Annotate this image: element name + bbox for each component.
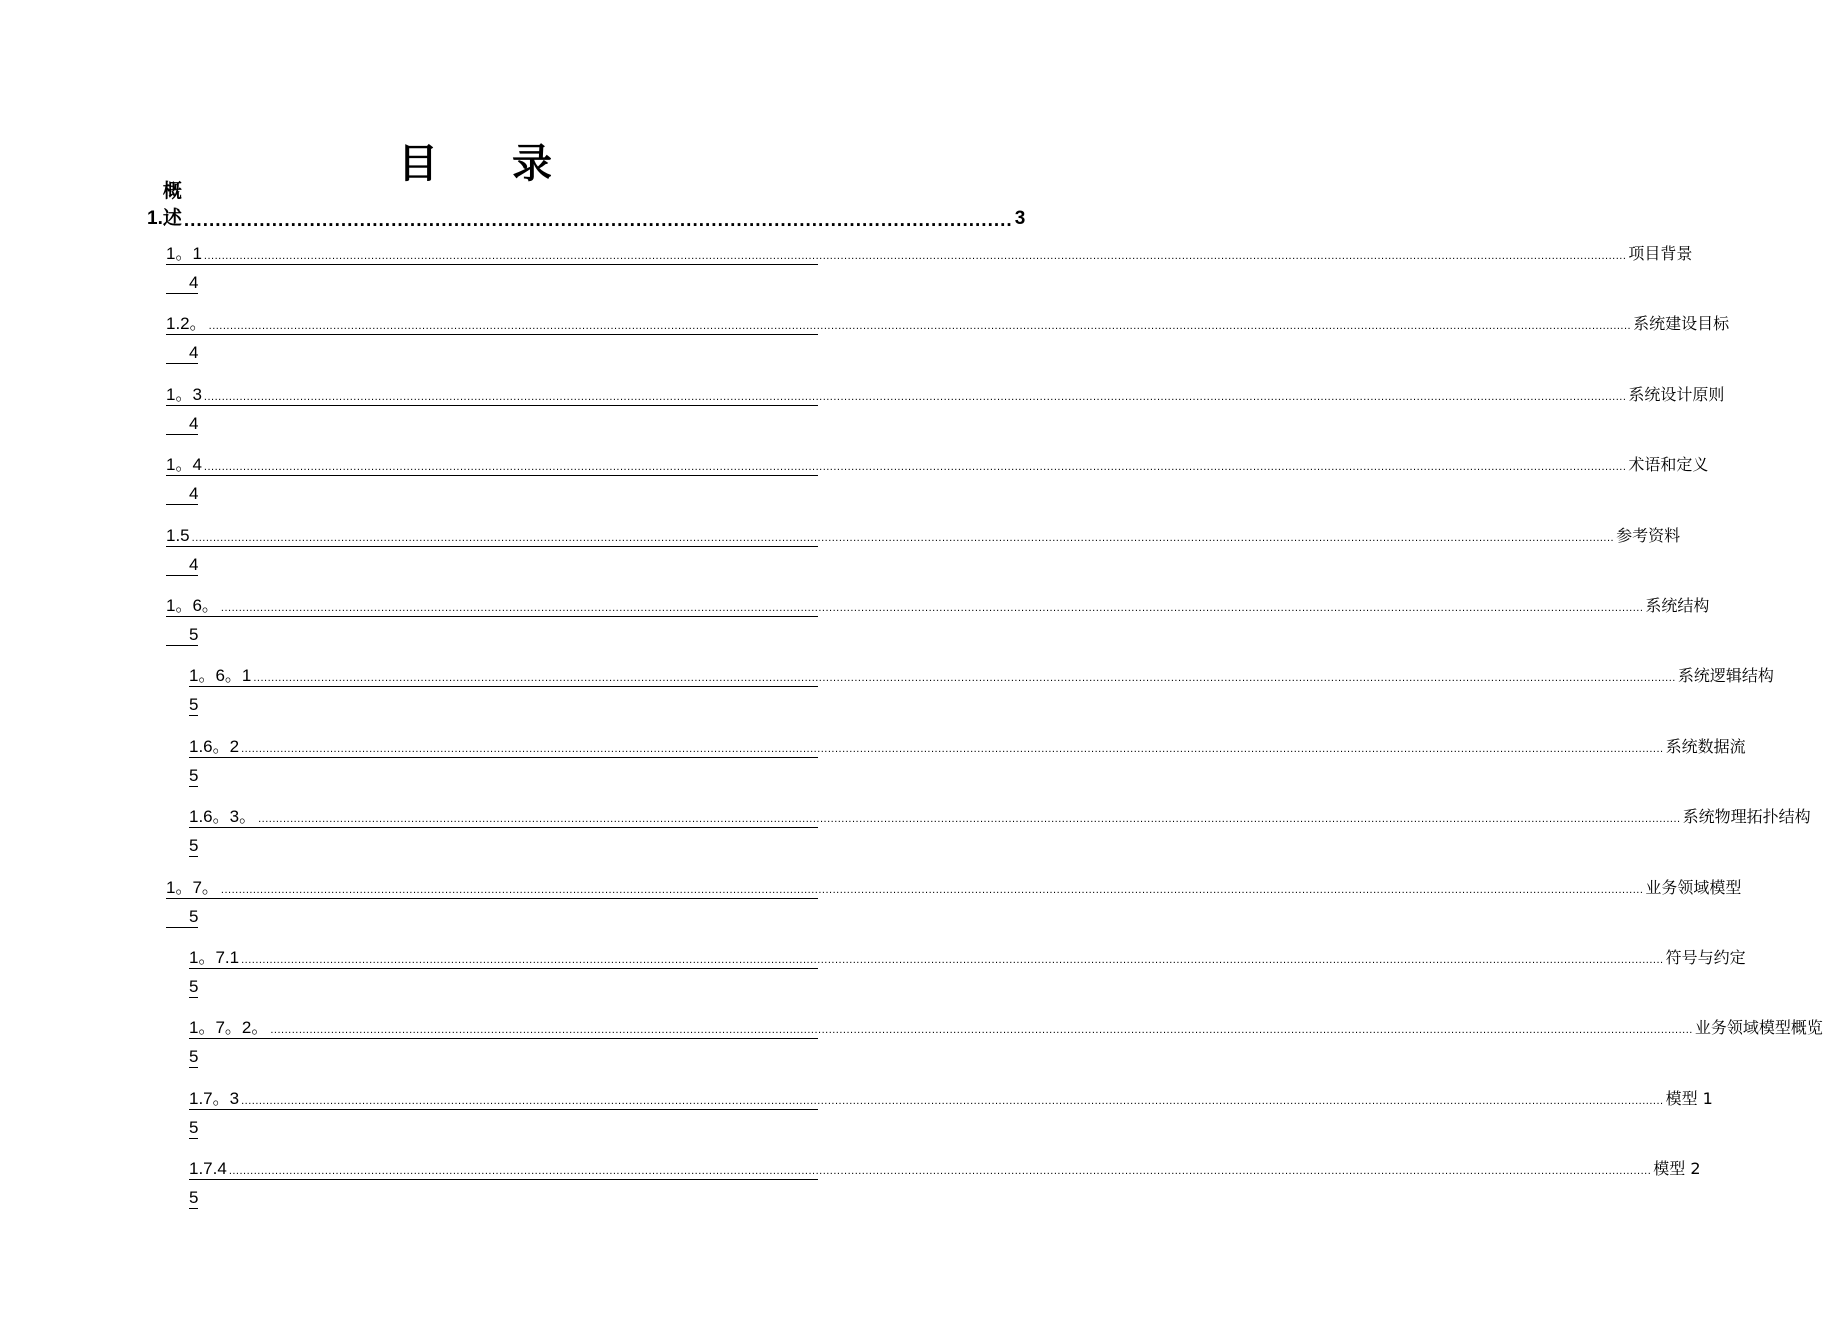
toc-entry-page: 5 xyxy=(166,625,198,646)
toc-entry-line xyxy=(189,1085,1713,1110)
toc-entry-line xyxy=(166,240,1693,265)
toc-entry[interactable] xyxy=(166,451,1709,507)
toc-entry-number: 1。1 xyxy=(166,244,202,263)
toc-entry-page: 5 xyxy=(189,1188,199,1208)
toc-entry-number: 1。6。 xyxy=(166,596,219,615)
toc-entry[interactable] xyxy=(166,310,1730,366)
toc-entry[interactable] xyxy=(189,944,1746,1000)
toc-dot-leader: ................................................................................................................................................................................................................................................................................................................................................................................................................ xyxy=(208,320,1632,333)
toc-entry-page: 4 xyxy=(166,484,198,505)
toc-entry-line xyxy=(166,874,1742,899)
toc-entry-number: 1。6。1 xyxy=(189,666,252,686)
toc-dot-leader: ................................................................................................................................................................................................................................................................................................................................................................................................................ xyxy=(228,1165,1652,1178)
toc-entry-line xyxy=(166,592,1710,617)
toc-entry-title: 系统设计原则 xyxy=(1628,384,1725,404)
toc-entry-page: 4 xyxy=(166,273,198,294)
toc-dot-leader: ................................................................................................................................................................................................................................................................................................................................................................................................................ xyxy=(220,602,1644,614)
toc-entry-page: 5 xyxy=(189,765,199,785)
toc-entry-page: 5 xyxy=(189,836,199,856)
toc-entry-line xyxy=(166,451,1709,476)
toc-entry-line xyxy=(166,310,1730,335)
toc-entry[interactable] xyxy=(189,1085,1713,1141)
toc-entry-line xyxy=(166,381,1725,406)
toc-entry-number: 1。7。 xyxy=(166,877,219,897)
toc-entry-line xyxy=(189,733,1746,758)
toc-entry[interactable] xyxy=(189,662,1774,718)
toc-dot-leader: ................................................................................................................................................................................................................................................................................................................................................................................................................ xyxy=(191,531,1615,544)
toc-entry-number: 1.6。3。 xyxy=(189,807,257,827)
toc-entry-title: 系统逻辑结构 xyxy=(1677,666,1774,686)
toc-entry-page: 5 xyxy=(189,695,199,715)
toc-entry[interactable] xyxy=(166,240,1693,296)
toc-entry-title: 系统建设目标 xyxy=(1633,314,1730,334)
toc-dot-leader: ................................................................................................................................................................................................................................................................................................................................................................................................................ xyxy=(203,250,1627,262)
toc-dot-leader: .................................................................................................................................... xyxy=(183,210,1013,231)
toc-entry[interactable] xyxy=(166,522,1681,578)
toc-dot-leader: ................................................................................................................................................................................................................................................................................................................................................................................................................ xyxy=(203,461,1627,474)
toc-dot-leader: ................................................................................................................................................................................................................................................................................................................................................................................................................ xyxy=(220,883,1644,896)
toc-dot-leader: ................................................................................................................................................................................................................................................................................................................................................................................................................ xyxy=(253,672,1676,685)
toc-entry-page: 4 xyxy=(166,555,198,576)
toc-dot-leader: ................................................................................................................................................................................................................................................................................................................................................................................................................ xyxy=(241,742,1664,755)
toc-entry-title: 业务领域模型 xyxy=(1645,877,1742,897)
toc-entry-title: 符号与约定 xyxy=(1665,948,1746,967)
toc-entry[interactable] xyxy=(166,381,1725,437)
toc-entry-number: 1。7.1 xyxy=(189,948,240,967)
toc-entry-line xyxy=(166,522,1681,547)
toc-entry-title: 参考资料 xyxy=(1616,525,1681,545)
toc-dot-leader: ................................................................................................................................................................................................................................................................................................................................................................................................................ xyxy=(258,813,1681,826)
toc-dot-leader: ................................................................................................................................................................................................................................................................................................................................................................................................................ xyxy=(270,1024,1693,1037)
toc-entry-number: 1.7.4 xyxy=(189,1159,227,1179)
toc-entry-page: 5 xyxy=(189,1117,199,1137)
toc-dot-leader: ................................................................................................................................................................................................................................................................................................................................................................................................................ xyxy=(203,390,1627,403)
toc-entry-title: 系统结构 xyxy=(1645,596,1710,615)
toc-entry-page: 4 xyxy=(166,414,198,435)
toc-entry-title: 术语和定义 xyxy=(1628,455,1709,475)
toc-entry-page: 4 xyxy=(166,343,198,364)
toc-entry-page: 3 xyxy=(1014,208,1026,229)
toc-entry-number: 1。3 xyxy=(166,384,202,404)
toc-entry-page: 5 xyxy=(189,977,199,996)
toc-entry-number: 1.2。 xyxy=(166,314,207,334)
toc-entry-page: 5 xyxy=(166,907,198,928)
page-title: 目 录 xyxy=(398,140,582,187)
toc-entry[interactable] xyxy=(166,592,1710,648)
toc-entry-number: 1。4 xyxy=(166,455,202,475)
toc-entry-number: 1.7。3 xyxy=(189,1088,240,1108)
toc-entry-title: 项目背景 xyxy=(1628,244,1693,263)
toc-entry-line xyxy=(189,944,1746,969)
toc-entry-number: 1。7。2。 xyxy=(189,1018,269,1038)
toc-entry[interactable] xyxy=(189,1155,1701,1211)
toc-entry[interactable] xyxy=(166,874,1742,930)
toc-entry[interactable] xyxy=(189,803,1811,859)
toc-entry-line xyxy=(189,662,1774,687)
toc-entry-title: 系统数据流 xyxy=(1665,736,1746,756)
toc-entry-title: 模型 1 xyxy=(1665,1088,1713,1108)
toc-entry[interactable] xyxy=(189,1014,1823,1070)
toc-entry-title: 业务领域模型概览 xyxy=(1694,1018,1823,1038)
toc-entry[interactable] xyxy=(189,733,1746,789)
toc-entry-title: 概述 xyxy=(162,181,182,229)
toc-entry-line xyxy=(189,803,1811,828)
toc-entry-line xyxy=(189,1014,1823,1039)
toc-entry-level1[interactable] xyxy=(147,181,1026,231)
toc-dot-leader: ................................................................................................................................................................................................................................................................................................................................................................................................................ xyxy=(241,1094,1664,1107)
toc-entry-title: 系统物理拓扑结构 xyxy=(1682,807,1811,827)
toc-dot-leader: ................................................................................................................................................................................................................................................................................................................................................................................................................ xyxy=(241,954,1664,966)
toc-entry-line xyxy=(189,1155,1701,1180)
toc-entry-title: 模型 2 xyxy=(1653,1159,1701,1179)
toc-entry-number: 1.6。2 xyxy=(189,736,240,756)
toc-entry-number: 1.5 xyxy=(166,525,190,545)
toc-entry-number: 1. xyxy=(147,208,163,229)
toc-entry-page: 5 xyxy=(189,1047,199,1067)
